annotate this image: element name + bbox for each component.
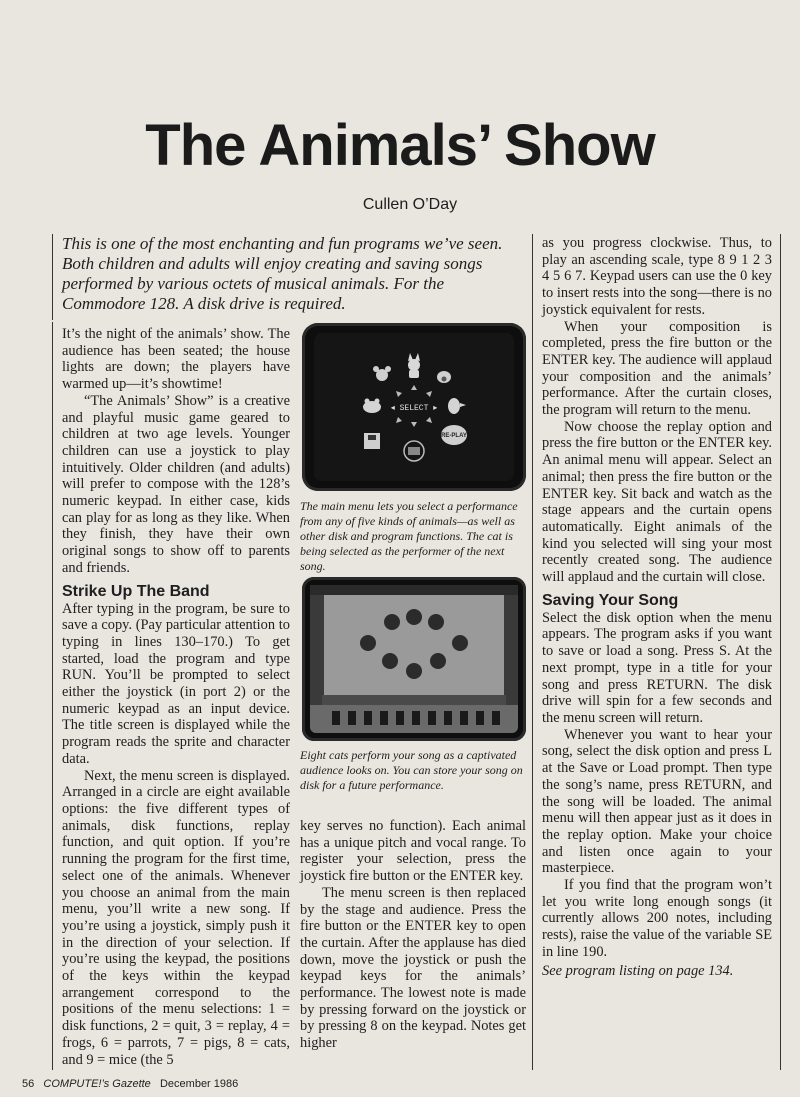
paragraph: Select the disk option when the menu appears. The program asks if you want to save or load a song. Press S. At the next prompt, type in a title for your song and press RETURN. The disk drive will spin for a few seconds and the menu screen will return. xyxy=(542,609,772,726)
right-margin-rule xyxy=(780,234,781,1070)
paragraph: Now choose the replay option and press the fire button or the ENTER key. An animal menu will appear. Select an animal; then press the fire button or the ENTER key. Sit back and watch as the stage appears and the curtain opens automatically. Eight animals of the kind you selected will sing your most recently created song. The audience will applaud and the curtain will close. xyxy=(542,418,772,586)
main-menu-screenshot xyxy=(302,323,526,491)
stage-screenshot xyxy=(302,577,526,741)
column-divider-left xyxy=(52,322,53,1070)
paragraph: When your composition is completed, press the fire button or the ENTER key. The audience will applaud your composition and the animals’ performance. After the curtain closes, the program will return to the menu. xyxy=(542,318,772,419)
column-divider-right xyxy=(532,234,533,1070)
author-byline: Cullen O’Day xyxy=(362,196,458,213)
paragraph: “The Animals’ Show” is a creative and playful music game geared to children at two age levels. Younger children can use a joystick to play intuitively. Older children (and adults) will prefer to compose with the 128’s numeric keypad. In either case, kids can play for as long as they like. When they finish, they have their own original songs to show off to parents and friends. xyxy=(62,392,290,576)
disk-icon xyxy=(364,433,380,449)
section-heading: Strike Up The Band xyxy=(62,582,210,600)
replay-icon xyxy=(441,425,467,445)
section-heading: Saving Your Song xyxy=(542,591,679,609)
stage-graphic xyxy=(302,577,526,741)
paragraph: Whenever you want to hear your song, select the disk option and press L at the Save or Load prompt. Then type the song’s name, press RETURN, and the song will be loaded. The animal menu will then appear just as it does in the replay option. Make your choice and listen once again to your masterpiece. xyxy=(542,726,772,877)
paragraph: key serves no function). Each animal has a unique pitch and vocal range. To register your selection, press the joystick fire button or the ENTER key. xyxy=(300,818,526,885)
magazine-name: COMPUTE!’s Gazette xyxy=(43,1078,151,1090)
paragraph: as you progress clockwise. Thus, to play an ascending scale, type 8 9 1 2 3 4 5 6 7. Keypad users can use the 0 key to insert rests into the song—there is no joystick equivalent for rests. xyxy=(542,235,772,318)
paragraph: After typing in the program, be sure to save a copy. (Pay particular attention to typing in lines 130–170.) To get started, load the program and type RUN. You’ll be prompted to select either the joystick (in port 2) or the numeric keypad as an input device. The title screen is displayed while the program reads the sprite and character data. xyxy=(62,600,290,767)
main-menu-caption: The main menu lets you select a performance from any of five kinds of animals—as well as other disk and program functions. The cat is being selected as the performer of the next song. xyxy=(300,499,518,573)
page-footer xyxy=(22,1078,238,1090)
pig-icon xyxy=(437,371,451,383)
program-listing-note: See program listing on page 134. xyxy=(542,962,734,979)
paragraph: Next, the menu screen is displayed. Arranged in a circle are eight available options: the five different types of animals, disk functions, replay function, and quit option. If you’re running the program for the first time, select one of the animals. Whenever you choose an animal from the main menu, you’ll write a new song. If you’re using a joystick, simply push it in the direction of your selection. If you’re using the keypad, the positions of the keys within the keypad arrangement correspond to the positions of the menu selections: 1 = disk functions, 2 = quit, 3 = replay, 4 = frogs, 6 = parrots, 7 = pigs, 8 = cats, and 9 = mice (the 5 xyxy=(62,767,290,1068)
article-intro: This is one of the most enchanting and fun programs we’ve seen. Both children and adults will enjoy creating and saving songs performed by various octets of musical animals. For the Commodore 128. A disk drive is required. xyxy=(62,234,503,313)
select-label: ◂ SELECT ▸ xyxy=(390,404,438,413)
paragraph: If you find that the program won’t let you write long enough songs (it currently allows 200 notes, including rests), raise the value of the variable SE in line 190. xyxy=(542,877,772,960)
column-2 xyxy=(300,818,526,1052)
paragraph: The menu screen is then replaced by the stage and audience. Press the fire button or the ENTER key to open the curtain. After the applause has died down, move the joystick or push the keypad keys for the animals’ performance. The lowest note is made by pressing forward on the joystick or by pressing 8 on the keypad. Notes get higher xyxy=(300,884,526,1052)
intro-left-rule xyxy=(52,234,53,320)
main-menu-graphic xyxy=(302,323,526,491)
column-1 xyxy=(62,326,290,1068)
paragraph: It’s the night of the animals’ show. The audience has been seated; the house lights are down; the players have warmed up—it’s showtime! xyxy=(62,326,290,393)
column-3 xyxy=(542,235,772,979)
stage-caption: Eight cats perform your song as a captivated audience looks on. You can store your song on disk for a future performance. xyxy=(300,748,523,792)
page-number: 56 xyxy=(22,1078,35,1090)
issue-date: December 1986 xyxy=(159,1078,239,1090)
article-title: The Animals’ Show xyxy=(145,113,655,178)
replay-label: RE-PLAY xyxy=(441,433,467,439)
